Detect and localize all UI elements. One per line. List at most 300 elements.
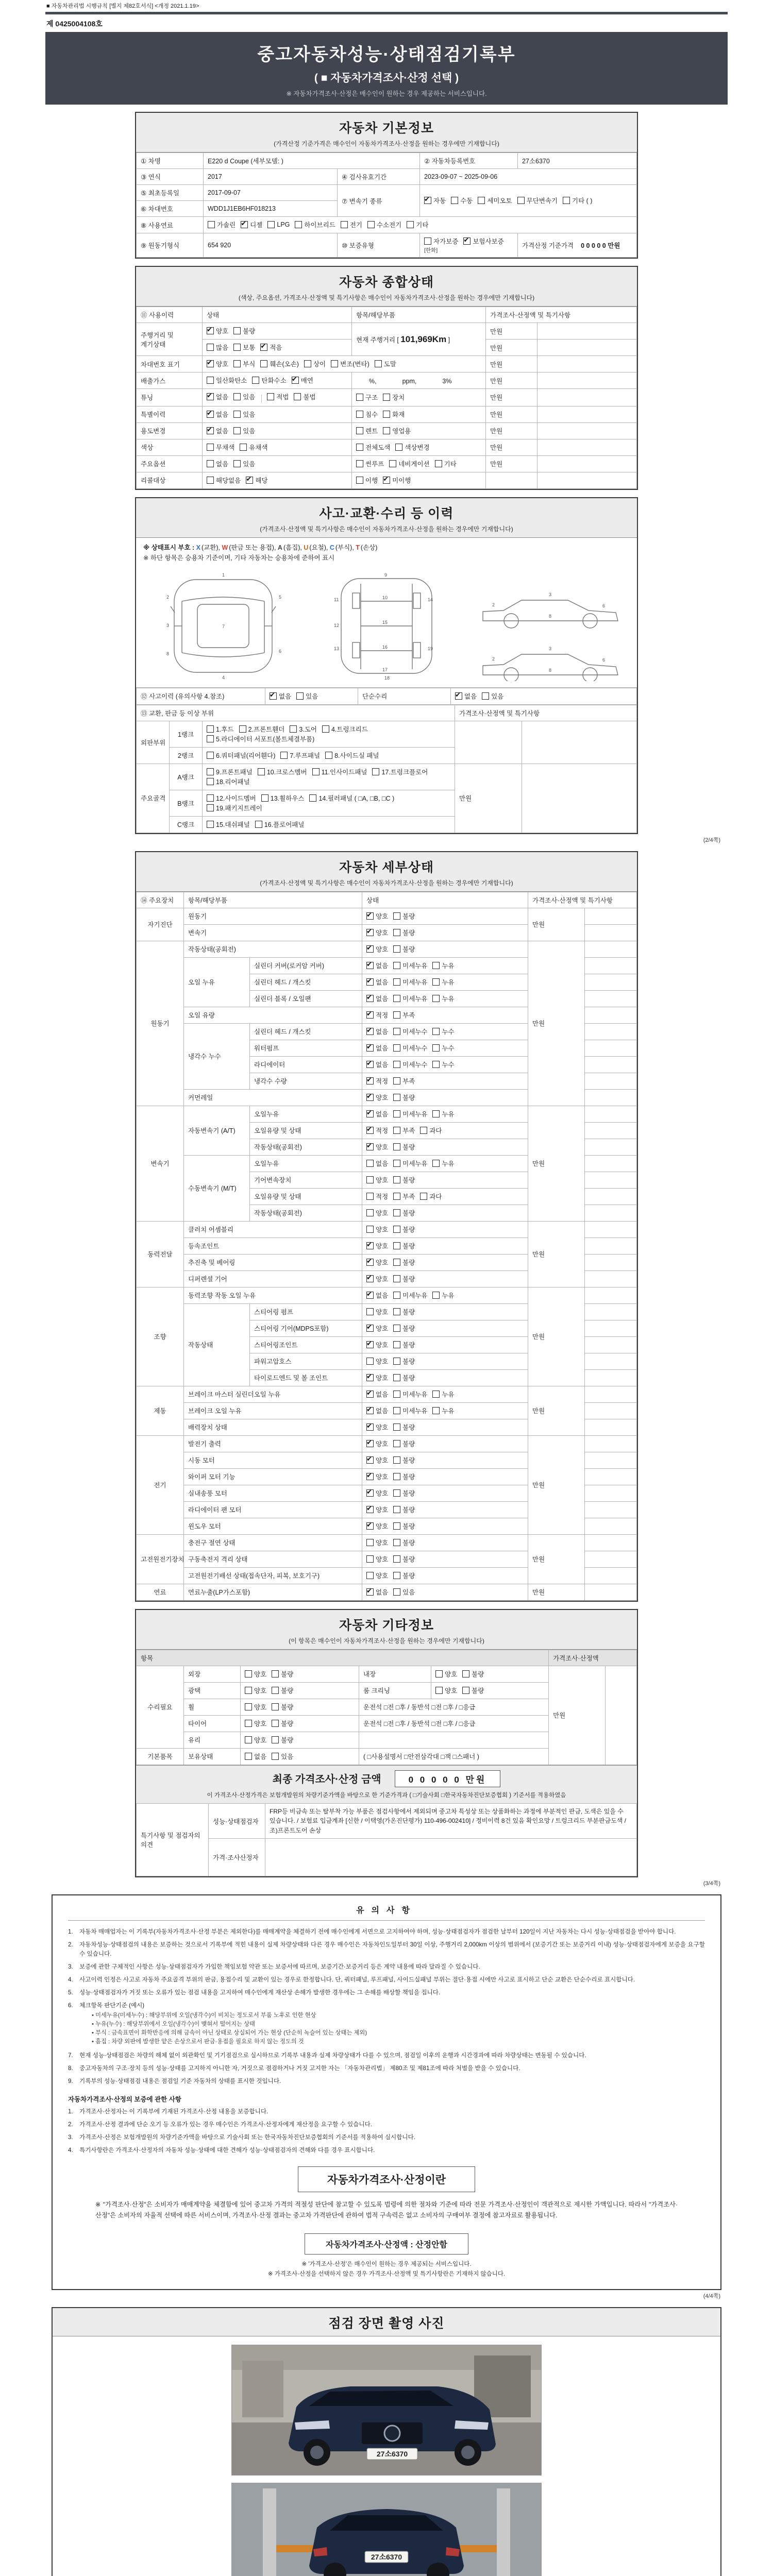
svg-text:6: 6 xyxy=(602,657,606,663)
checkbox-부식[interactable]: 부식 xyxy=(233,359,255,368)
checkbox-탄화수소[interactable]: 탄화수소 xyxy=(252,376,286,385)
checkbox-box-icon xyxy=(207,725,214,733)
checkbox-과다[interactable]: 과다 xyxy=(420,1192,442,1201)
table-row: 타이어 양호 불량 운전석 □전 □후 / 동반석 □전 □후 / □응급 xyxy=(137,1715,637,1732)
checkbox-16.플로어패널[interactable]: 16.플로어패널 xyxy=(255,820,305,829)
checkbox-불량[interactable]: 불량 xyxy=(272,1719,293,1728)
year-label: ③ 연식 xyxy=(137,169,204,185)
fuel-label: ⑧ 사용연료 xyxy=(137,217,204,233)
checkbox-있음[interactable]: 있음 xyxy=(393,1587,415,1597)
checkbox-양호[interactable]: 양호 xyxy=(366,1538,388,1547)
checkbox-세미오토[interactable]: 세미오토 xyxy=(478,196,512,205)
first-reg-label: ⑤ 최초등록일 xyxy=(137,185,204,201)
checkbox-6.쿼터패널(리어휀다)[interactable]: 6.쿼터패널(리어휀다) xyxy=(207,751,275,760)
svg-text:16: 16 xyxy=(382,644,388,650)
checkbox-무채색[interactable]: 무채색 xyxy=(207,443,234,452)
checkbox-불량[interactable]: 불량 xyxy=(462,1669,484,1679)
checkbox-14.필러패널 ( □A, □B, □C )[interactable]: 14.필러패널 ( □A, □B, □C ) xyxy=(309,793,394,803)
checkbox-1.후드[interactable]: 1.후드 xyxy=(207,724,234,734)
checkbox-부족[interactable]: 부족 xyxy=(393,1076,415,1086)
checkbox-4.트렁크리드[interactable]: 4.트렁크리드 xyxy=(322,724,368,734)
checkbox-양호[interactable]: ✔ 양호 xyxy=(366,1324,388,1333)
checkbox-있음[interactable]: 있음 xyxy=(233,410,255,419)
checkbox-구조[interactable]: 구조 xyxy=(356,393,378,402)
checkbox-양호[interactable]: ✔ 양호 xyxy=(366,1422,388,1432)
checkbox-미세누수[interactable]: 미세누수 xyxy=(393,1043,427,1053)
checkbox-box-icon xyxy=(294,393,301,400)
checkbox-LPG[interactable]: LPG xyxy=(267,221,290,228)
checkbox-양호[interactable]: ✔ 양호 xyxy=(366,928,388,937)
checkbox-15.대쉬패널[interactable]: 15.대쉬패널 xyxy=(207,820,250,829)
checkbox-도말[interactable]: 도말 xyxy=(375,359,396,368)
notices-section xyxy=(52,1894,721,2290)
checkbox-양호[interactable]: ✔ 양호 xyxy=(366,1093,388,1102)
checkbox-기타 ( )[interactable]: 기타 ( ) xyxy=(563,196,592,205)
status-code-U: U xyxy=(304,544,309,551)
checkbox-자가보증[interactable]: 자가보증 xyxy=(424,236,458,246)
table-row: 실내송풍 모터 ✔ 양호 불량 xyxy=(137,1485,637,1501)
checkbox-누유[interactable]: 누유 xyxy=(432,977,454,987)
checkbox-미세누유[interactable]: 미세누유 xyxy=(393,961,427,970)
checkbox-불량[interactable]: 불량 xyxy=(393,911,415,921)
checkbox-변조(변타)[interactable]: 변조(변타) xyxy=(331,359,369,368)
checkbox-기타[interactable]: 기타 xyxy=(435,459,457,468)
checkbox-불량[interactable]: 불량 xyxy=(393,1175,415,1184)
svg-text:4: 4 xyxy=(222,674,225,680)
checkbox-없음[interactable]: ✔ 없음 xyxy=(366,1291,388,1300)
svg-text:13: 13 xyxy=(333,646,339,651)
checkbox-양호[interactable]: ✔ 양호 xyxy=(366,1340,388,1349)
checkbox-매연[interactable]: ✔ 매연 xyxy=(292,376,313,385)
checkbox-box-icon xyxy=(366,1407,374,1414)
table-row: 고전원전기배선 상태(접속단자, 피복, 보호기구) 양호 불량 xyxy=(137,1567,637,1584)
checkbox-양호[interactable]: 양호 xyxy=(245,1686,266,1695)
checkbox-없음[interactable]: ✔ 없음 xyxy=(207,392,228,401)
checkbox-box-icon xyxy=(366,962,374,969)
checkbox-불량[interactable]: 불량 xyxy=(393,1274,415,1283)
checkbox-기타[interactable]: 기타 xyxy=(407,220,428,229)
checkbox-box-icon xyxy=(383,427,390,434)
checkbox-적음[interactable]: ✔ 적음 xyxy=(260,343,282,352)
vehicle-diagram-side xyxy=(473,570,627,681)
checkbox-양호[interactable]: ✔ 양호 xyxy=(366,1373,388,1382)
checkbox-과다[interactable]: 과다 xyxy=(420,1126,442,1135)
device-group: 고전원전기장치 xyxy=(137,1534,184,1584)
checkbox-보통[interactable]: 보통 xyxy=(233,343,255,352)
checkbox-불량[interactable]: 불량 xyxy=(393,1258,415,1267)
status-code-C: C xyxy=(329,544,334,551)
checkbox-box-icon xyxy=(432,1160,440,1167)
checkbox-미이행[interactable]: ✔ 미이행 xyxy=(383,476,411,485)
checkbox-box-icon xyxy=(366,1292,374,1299)
checkbox-box-icon xyxy=(366,912,374,920)
checkbox-없음[interactable]: ✔ 없음 xyxy=(270,691,291,701)
checkbox-없음[interactable]: ✔ 없음 xyxy=(366,1060,388,1069)
comprehensive-section xyxy=(135,266,638,490)
checkbox-많음[interactable]: 많음 xyxy=(207,343,228,352)
checkbox-불량[interactable]: 불량 xyxy=(393,1488,415,1498)
checkbox-양호[interactable]: 양호 xyxy=(245,1719,266,1728)
svg-text:8: 8 xyxy=(549,613,552,619)
checkbox-없음[interactable]: ✔ 없음 xyxy=(366,1027,388,1036)
checkbox-box-icon xyxy=(393,1028,400,1035)
checkbox-불량[interactable]: 불량 xyxy=(393,1455,415,1465)
table-row: 변속기 ✔ 양호 불량 xyxy=(137,924,637,941)
checkbox-누유[interactable]: 누유 xyxy=(432,1291,454,1300)
checkbox-양호[interactable]: ✔ 양호 xyxy=(207,359,228,368)
checkbox-box-icon xyxy=(239,725,246,733)
checkbox-불량[interactable]: 불량 xyxy=(393,944,415,954)
checkbox-있음[interactable]: 있음 xyxy=(482,691,503,701)
final-price-value: 0 0 0 0 0 만원 xyxy=(395,1770,501,1787)
checkbox-불량[interactable]: 불량 xyxy=(393,1241,415,1250)
comprehensive-table xyxy=(136,307,637,489)
checkbox-양호[interactable]: ✔ 양호 xyxy=(366,1505,388,1514)
checkbox-불량[interactable]: 불량 xyxy=(393,1505,415,1514)
svg-text:3: 3 xyxy=(166,622,169,628)
appraisal-choice-value: 자동차가격조사·산정액 : 산정안함 xyxy=(305,2233,468,2255)
checkbox-없음[interactable]: ✔ 없음 xyxy=(207,426,228,435)
checkbox-화재[interactable]: 화재 xyxy=(383,410,405,419)
checkbox-box-icon xyxy=(432,1292,440,1299)
checkbox-양호[interactable]: ✔ 양호 xyxy=(366,911,388,921)
checkbox-양호[interactable]: 양호 xyxy=(366,1175,388,1184)
checkbox-양호[interactable]: 양호 xyxy=(435,1686,457,1695)
panel-damage-label: ⑬ 교환, 판금 등 이상 부위 xyxy=(137,705,455,721)
checkbox-양호[interactable]: 양호 xyxy=(366,1307,388,1316)
checkbox-가솔린[interactable]: 가솔린 xyxy=(208,220,236,229)
checkbox-없음[interactable]: 없음 xyxy=(366,1159,388,1168)
checkbox-누유[interactable]: 누유 xyxy=(432,1406,454,1415)
checkbox-양호[interactable]: 양호 xyxy=(245,1669,266,1679)
checkbox-적정[interactable]: 적정 xyxy=(366,1192,388,1201)
checkbox-이행[interactable]: 이행 xyxy=(356,476,378,485)
checkbox-box-icon xyxy=(432,1061,440,1068)
checkbox-수동[interactable]: 수동 xyxy=(451,196,473,205)
simple-repair-label: 단순수리 xyxy=(358,688,451,704)
checkbox-box-icon xyxy=(393,1391,400,1398)
checkbox-box-icon xyxy=(432,1044,440,1052)
current-mileage: 101,969Km xyxy=(400,334,447,344)
checkbox-양호[interactable]: 양호 xyxy=(245,1735,266,1744)
checkbox-없음[interactable]: ✔ 없음 xyxy=(366,1389,388,1399)
table-row: C랭크 15.대쉬패널 16.플로어패널 xyxy=(137,816,637,833)
table-row: 동력전달 클러치 어셈블리 양호 불량 만원 xyxy=(137,1221,637,1238)
checkbox-box-icon xyxy=(393,945,400,953)
table-row: 윈도우 모터 ✔ 양호 불량 xyxy=(137,1518,637,1534)
table-row: 연료 연료누출(LP가스포함) ✔ 없음 있음 만원 xyxy=(137,1584,637,1600)
checkbox-색상변경[interactable]: 색상변경 xyxy=(395,443,429,452)
checkbox-부족[interactable]: 부족 xyxy=(393,1010,415,1020)
checkbox-적정[interactable]: ✔ 적정 xyxy=(366,1076,388,1086)
checkbox-불량[interactable]: 불량 xyxy=(393,1307,415,1316)
checkbox-있음[interactable]: 있음 xyxy=(296,691,318,701)
checkbox-누유[interactable]: 누유 xyxy=(432,994,454,1003)
checkbox-양호[interactable]: ✔ 양호 xyxy=(366,944,388,954)
checkbox-일산화탄소[interactable]: 일산화탄소 xyxy=(207,376,247,385)
table-row: 커먼레일 ✔ 양호 불량 xyxy=(137,1089,637,1106)
checkbox-양호[interactable]: ✔ 양호 xyxy=(366,1274,388,1283)
checkbox-불량[interactable]: 불량 xyxy=(393,1538,415,1547)
checkbox-양호[interactable]: ✔ 양호 xyxy=(366,1142,388,1151)
checkbox-전기[interactable]: 전기 xyxy=(341,220,362,229)
checkbox-미세누유[interactable]: 미세누유 xyxy=(393,1291,427,1300)
checkbox-전체도색[interactable]: 전체도색 xyxy=(356,443,390,452)
table-row: 수동변속기 (M/T) 오일누유 없음 미세누유 누유 xyxy=(137,1155,637,1172)
checkbox-없음[interactable]: ✔ 없음 xyxy=(366,1406,388,1415)
simple-repair-options xyxy=(451,688,637,704)
checkbox-box-icon xyxy=(432,1407,440,1414)
checkbox-불량[interactable]: 불량 xyxy=(272,1686,293,1695)
svg-text:27소6370: 27소6370 xyxy=(376,2449,408,2458)
checkbox-하이브리드[interactable]: 하이브리드 xyxy=(295,220,335,229)
checkbox-양호[interactable]: ✔ 양호 xyxy=(366,1488,388,1498)
checkbox-누수[interactable]: 누수 xyxy=(432,1043,454,1053)
checkbox-양호[interactable]: ✔ 양호 xyxy=(366,1439,388,1448)
page-title: 중고자동차성능·상태점검기록부 xyxy=(257,45,516,64)
checkbox-없음[interactable]: 없음 xyxy=(207,459,228,468)
checkbox-자동[interactable]: ✔ 자동 xyxy=(424,196,446,205)
checkbox-있음[interactable]: 있음 xyxy=(233,392,255,401)
checkbox-불량[interactable]: 불량 xyxy=(393,1554,415,1564)
checkbox-box-icon xyxy=(296,692,304,700)
checkbox-3.도어[interactable]: 3.도어 xyxy=(290,724,317,734)
checkbox-상이[interactable]: 상이 xyxy=(304,359,326,368)
svg-text:8: 8 xyxy=(549,667,552,673)
vin-value: WDD1J1EB6HF018213 xyxy=(204,201,338,217)
svg-text:5: 5 xyxy=(278,594,281,600)
checkbox-양호[interactable]: 양호 xyxy=(366,1357,388,1366)
device-group: 자기진단 xyxy=(137,908,184,941)
checkbox-box-icon xyxy=(246,477,253,484)
form-reference: ■ 자동차관리법 시행규칙 [별지 제82호서식] <개정 2021.1.19> xyxy=(45,0,728,14)
checkbox-없음[interactable]: ✔ 없음 xyxy=(455,691,477,701)
checkbox-미세누수[interactable]: 미세누수 xyxy=(393,1027,427,1036)
checkbox-양호[interactable]: 양호 xyxy=(245,1702,266,1711)
appraiser-opinion xyxy=(265,1839,637,1876)
checkbox-17.트렁크플로어[interactable]: 17.트렁크플로어 xyxy=(372,767,428,776)
checkbox-없음[interactable]: ✔ 없음 xyxy=(207,410,228,419)
accident-section xyxy=(135,497,638,834)
checkbox-불량[interactable]: 불량 xyxy=(393,1093,415,1102)
checkbox-양호[interactable]: 양호 xyxy=(366,1554,388,1564)
checkbox-불량[interactable]: 불량 xyxy=(462,1686,484,1695)
checkbox-없음[interactable]: ✔ 없음 xyxy=(366,961,388,970)
checkbox-없음[interactable]: ✔ 없음 xyxy=(366,1043,388,1053)
checkbox-불량[interactable]: 불량 xyxy=(393,1357,415,1366)
opinions-table xyxy=(136,1803,637,1877)
checkbox-box-icon xyxy=(393,1127,400,1134)
checkbox-5.라디에이터 서포트(볼트체결부품)[interactable]: 5.라디에이터 서포트(볼트체결부품) xyxy=(207,734,314,743)
table-row: 자기진단 원동기 ✔ 양호 불량 만원 xyxy=(137,908,637,924)
checkbox-누유[interactable]: 누유 xyxy=(432,1109,454,1118)
checkbox-불량[interactable]: 불량 xyxy=(393,1521,415,1531)
checkbox-box-icon xyxy=(366,1160,374,1167)
table-row: 작동상태(공회전) 양호 불량 xyxy=(137,1205,637,1221)
checkbox-불량[interactable]: 불량 xyxy=(393,1324,415,1333)
checkbox-있음[interactable]: 있음 xyxy=(233,459,255,468)
checkbox-box-icon xyxy=(233,393,241,400)
checkbox-19.패키지트레이[interactable]: 19.패키지트레이 xyxy=(207,803,262,812)
checkbox-11.인사이드패널[interactable]: 11.인사이드패널 xyxy=(312,767,367,776)
reg-no-value: 27소6370 xyxy=(518,153,637,169)
checkbox-18.리어패널[interactable]: 18.리어패널 xyxy=(207,777,250,786)
checkbox-불량[interactable]: 불량 xyxy=(393,1142,415,1151)
checkbox-없음[interactable]: 없음 xyxy=(245,1752,266,1761)
checkbox-불량[interactable]: 불량 xyxy=(393,928,415,937)
checkbox-양호[interactable]: 양호 xyxy=(366,1208,388,1217)
table-row: 라디에이터 ✔ 없음 미세누수 누수 xyxy=(137,1056,637,1073)
checkbox-10.크로스멤버[interactable]: 10.크로스멤버 xyxy=(258,767,307,776)
table-row: 특별이력 ✔ 없음 있음 침수 화재 만원 xyxy=(137,406,637,422)
table-row: 전기 발전기 출력 ✔ 양호 불량 만원 xyxy=(137,1435,637,1452)
checkbox-불량[interactable]: 불량 xyxy=(393,1571,415,1580)
checkbox-미세누유[interactable]: 미세누유 xyxy=(393,994,427,1003)
checkbox-box-icon xyxy=(375,360,382,367)
checkbox-box-icon xyxy=(233,327,241,334)
checkbox-양호[interactable]: ✔ 양호 xyxy=(366,1241,388,1250)
checkbox-양호[interactable]: ✔ 양호 xyxy=(366,1472,388,1481)
checkbox-box-icon xyxy=(366,1127,374,1134)
checkbox-box-icon xyxy=(366,978,374,986)
checkbox-영업용[interactable]: 영업용 xyxy=(383,426,411,435)
checkbox-있음[interactable]: 있음 xyxy=(233,426,255,435)
checkbox-양호[interactable]: ✔ 양호 xyxy=(366,1258,388,1267)
checkbox-양호[interactable]: ✔ 양호 xyxy=(366,1521,388,1531)
checkbox-불량[interactable]: 불량 xyxy=(393,1373,415,1382)
checkbox-2.프론트휀더[interactable]: 2.프론트휀더 xyxy=(239,724,285,734)
checkbox-box-icon xyxy=(393,1094,400,1101)
checkbox-미세누유[interactable]: 미세누유 xyxy=(393,1389,427,1399)
checkbox-미세누수[interactable]: 미세누수 xyxy=(393,1060,427,1069)
whatis-block xyxy=(68,2166,705,2221)
checkbox-box-icon xyxy=(407,221,414,228)
checkbox-수소전기[interactable]: 수소전기 xyxy=(367,220,401,229)
accident-note: (가격조사·산정액 및 특기사항은 매수인이 자동차가격조사·산정을 원하는 경우에만 기재합니다) xyxy=(260,525,513,533)
table-row: 작동상태 스티어링 펌프 양호 불량 xyxy=(137,1303,637,1320)
checkbox-box-icon xyxy=(331,360,338,367)
checkbox-무단변속기[interactable]: 무단변속기 xyxy=(517,196,558,205)
table-row: 색상 무채색 유채색 전체도색 색상변경 만원 xyxy=(137,439,637,455)
checkbox-불량[interactable]: 불량 xyxy=(393,1422,415,1432)
checkbox-썬루프[interactable]: 썬루프 xyxy=(356,459,384,468)
checkbox-불법[interactable]: 불법 xyxy=(294,392,315,401)
table-row: 라디에이터 팬 모터 ✔ 양호 불량 xyxy=(137,1501,637,1518)
checkbox-양호[interactable]: 양호 xyxy=(366,1225,388,1234)
checkbox-box-icon xyxy=(366,1259,374,1266)
table-row: 오일유량 및 상태 적정 부족 과다 xyxy=(137,1188,637,1205)
checkbox-불량[interactable]: 불량 xyxy=(272,1669,293,1679)
checkbox-훼손(오손)[interactable]: 훼손(오손) xyxy=(260,359,299,368)
checkbox-없음[interactable]: ✔ 없음 xyxy=(366,994,388,1003)
notice-item: 4. 특기사항란은 가격조사·산정자의 자동차 성능·상태에 대한 견해가 성능·상태점검자의 견해와 다를 경우 표시합니다. xyxy=(68,2146,375,2154)
checkbox-box-icon xyxy=(393,1489,400,1497)
checkbox-12.사이드멤버[interactable]: 12.사이드멤버 xyxy=(207,793,256,803)
table-row: 와이퍼 모터 기능 ✔ 양호 불량 xyxy=(137,1468,637,1485)
page-marker-2: (2/4쪽) xyxy=(703,837,720,843)
checkbox-유채색[interactable]: 유채색 xyxy=(240,443,267,452)
table-row: 광택 양호 불량 룸 크리닝 양호 불량 xyxy=(137,1682,637,1699)
checkbox-미세누유[interactable]: 미세누유 xyxy=(393,1109,427,1118)
checkbox-8.사이드실 패널[interactable]: 8.사이드실 패널 xyxy=(325,751,379,760)
final-price-note: 이 가격조사·산정가격은 보험개발원의 차량기준가액을 바탕으로 한 기준가격과 ( □기술사회 □한국자동차진단보증협회 ) 기준서를 적용하였음 xyxy=(207,1792,566,1799)
checkbox-네비게이션[interactable]: 네비게이션 xyxy=(389,459,429,468)
checkbox-불량[interactable]: 불량 xyxy=(393,1439,415,1448)
checkbox-미세누유[interactable]: 미세누유 xyxy=(393,1159,427,1168)
checkbox-7.루프패널[interactable]: 7.루프패널 xyxy=(280,751,320,760)
checkbox-있음[interactable]: 있음 xyxy=(272,1752,293,1761)
checkbox-렌트[interactable]: 렌트 xyxy=(356,426,378,435)
checkbox-box-icon xyxy=(393,1226,400,1233)
checkbox-9.프론트패널[interactable]: 9.프론트패널 xyxy=(207,767,253,776)
checkbox-없음[interactable]: ✔ 없음 xyxy=(366,977,388,987)
checkbox-미세누유[interactable]: 미세누유 xyxy=(393,977,427,987)
final-price-band xyxy=(136,1765,637,1803)
checkbox-보험사보증[interactable]: ✔ 보험사보증 xyxy=(463,236,503,246)
checkbox-부족[interactable]: 부족 xyxy=(393,1192,415,1201)
basic-info-table xyxy=(136,152,637,258)
checkbox-box-icon xyxy=(207,393,214,400)
table-row: 원동기 작동상태(공회전) ✔ 양호 불량 만원 xyxy=(137,941,637,957)
checkbox-불량[interactable]: 불량 xyxy=(393,1208,415,1217)
checkbox-누수[interactable]: 누수 xyxy=(432,1060,454,1069)
checkbox-침수[interactable]: 침수 xyxy=(356,410,378,419)
svg-text:6: 6 xyxy=(278,648,281,654)
misc-table xyxy=(136,1650,637,1765)
checkbox-양호[interactable]: 양호 xyxy=(435,1669,457,1679)
checkbox-적법[interactable]: 적법 xyxy=(267,392,289,401)
checkbox-누수[interactable]: 누수 xyxy=(432,1027,454,1036)
checkbox-해당[interactable]: ✔ 해당 xyxy=(246,476,267,485)
checkbox-box-icon xyxy=(366,1275,374,1282)
checkbox-양호[interactable]: ✔ 양호 xyxy=(366,1455,388,1465)
checkbox-불량[interactable]: 불량 xyxy=(393,1225,415,1234)
checkbox-적정[interactable]: ✔ 적정 xyxy=(366,1010,388,1020)
checkbox-누유[interactable]: 누유 xyxy=(432,1159,454,1168)
checkbox-없음[interactable]: ✔ 없음 xyxy=(366,1109,388,1118)
checkbox-13.휠하우스[interactable]: 13.휠하우스 xyxy=(261,793,305,803)
table-row: 주행거리 및 계기상태 ✔ 양호 불량 현재 주행거리 [ 101,969Km ] 만원 xyxy=(137,323,637,340)
checkbox-부족[interactable]: 부족 xyxy=(393,1126,415,1135)
checkbox-불량[interactable]: 불량 xyxy=(393,1472,415,1481)
checkbox-없음[interactable]: ✔ 없음 xyxy=(366,1587,388,1597)
checkbox-불량[interactable]: 불량 xyxy=(272,1735,293,1744)
table-row: 주요옵션 없음 있음 썬루프 네비게이션 기타 만원 xyxy=(137,455,637,472)
checkbox-box-icon xyxy=(245,1720,252,1727)
checkbox-box-icon xyxy=(393,1143,400,1150)
checkbox-불량[interactable]: 불량 xyxy=(272,1702,293,1711)
checkbox-box-icon xyxy=(367,221,375,228)
checkbox-디젤[interactable]: ✔ 디젤 xyxy=(241,220,262,229)
checkbox-누유[interactable]: 누유 xyxy=(432,1389,454,1399)
checkbox-양호[interactable]: ✔ 양호 xyxy=(207,326,228,335)
checkbox-해당없음[interactable]: 해당없음 xyxy=(207,476,241,485)
checkbox-box-icon xyxy=(356,411,363,418)
checkbox-box-icon xyxy=(207,444,214,451)
checkbox-미세누유[interactable]: 미세누유 xyxy=(393,1406,427,1415)
checkbox-box-icon xyxy=(233,460,241,467)
checkbox-box-icon xyxy=(393,1374,400,1381)
checkbox-box-icon xyxy=(233,360,241,367)
checkbox-적정[interactable]: ✔ 적정 xyxy=(366,1126,388,1135)
checkbox-불량[interactable]: 불량 xyxy=(233,326,255,335)
table-row: 주요골격 A랭크 9.프론트패널 10.크로스멤버 11.인사이드패널 17.트렁크플로어 18.리어패널 만원 xyxy=(137,764,637,790)
checkbox-장치[interactable]: 장치 xyxy=(383,393,405,402)
checkbox-누유[interactable]: 누유 xyxy=(432,961,454,970)
checkbox-양호[interactable]: 양호 xyxy=(366,1571,388,1580)
checkbox-불량[interactable]: 불량 xyxy=(393,1340,415,1349)
checkbox-box-icon xyxy=(267,393,274,400)
